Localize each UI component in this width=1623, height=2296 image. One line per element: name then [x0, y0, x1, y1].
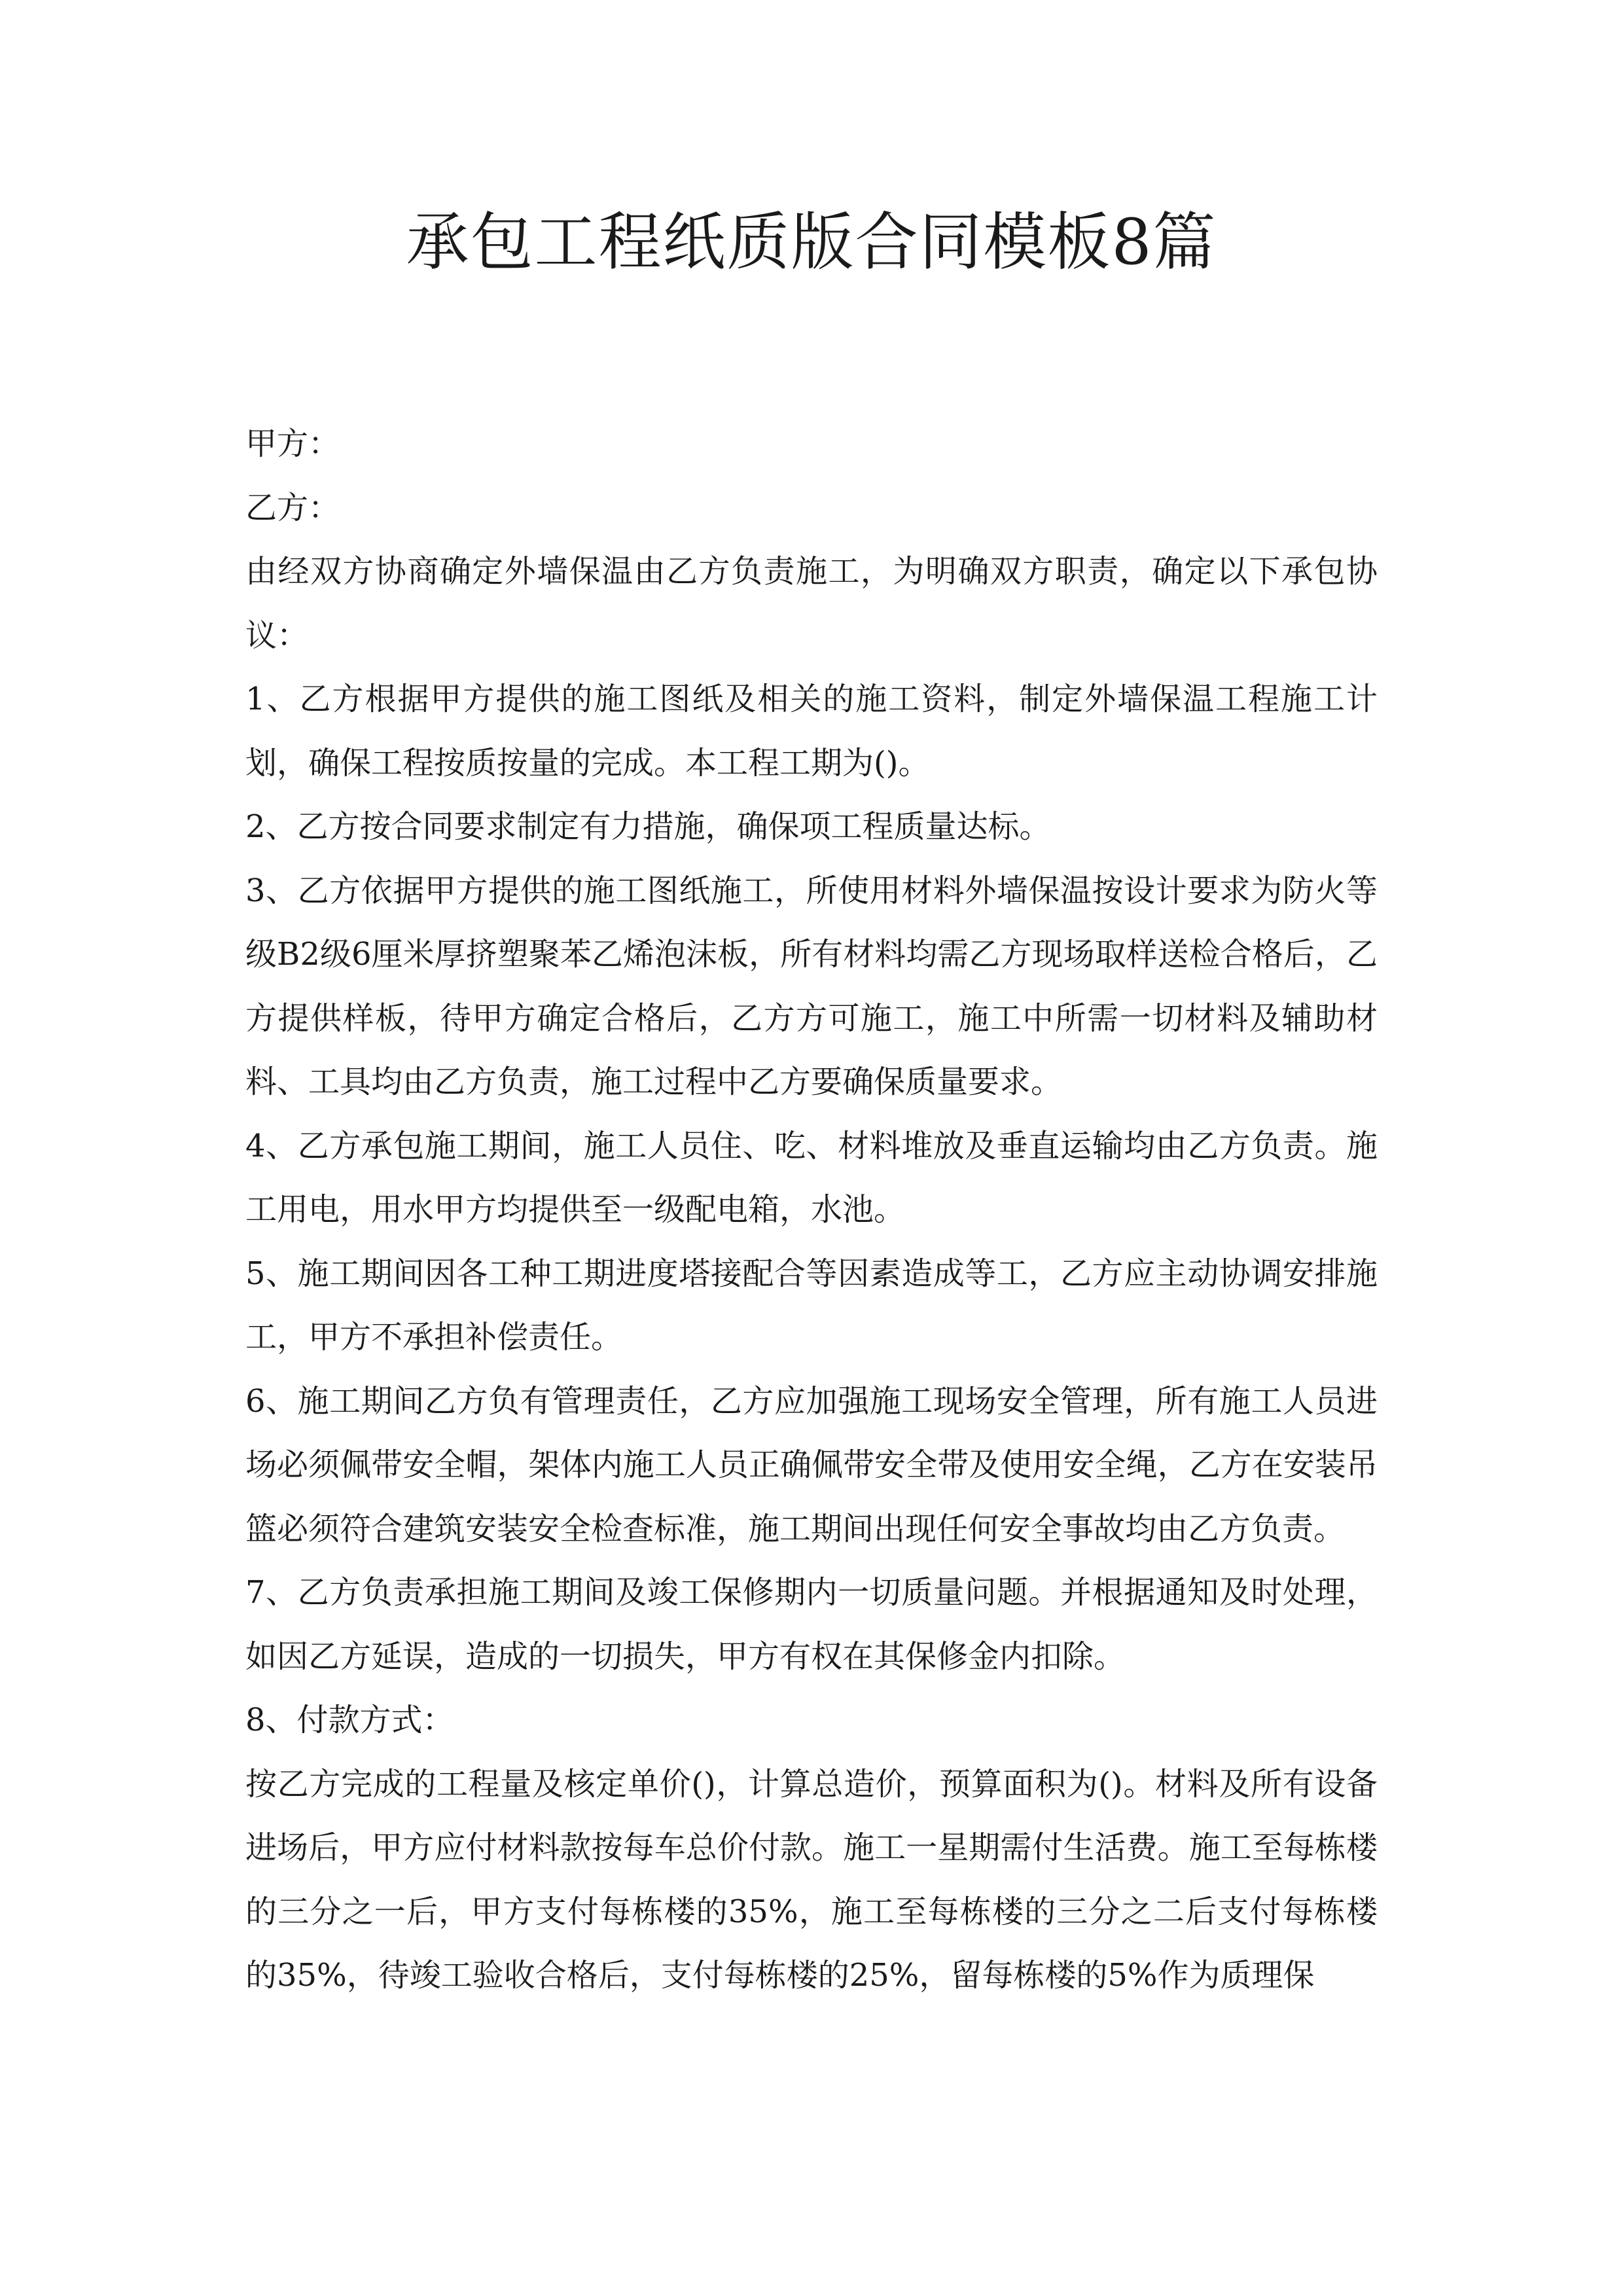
clause-3: 3、乙方依据甲方提供的施工图纸施工，所使用材料外墙保温按设计要求为防火等级B2级6厘米厚挤塑聚苯乙烯泡沫板，所有材料均需乙方现场取样送检合格后，乙方提供样板，待甲方确定合格后，乙方方可施工，施工中所需一切材料及辅助材料、工具均由乙方负责，施工过程中乙方要确保质量要求。	[245, 872, 1378, 1100]
clause-4: 4、乙方承包施工期间，施工人员住、吃、材料堆放及垂直运输均由乙方负责。施工用电，用水甲方均提供至一级配电箱，水池。	[245, 1127, 1378, 1228]
document-body	[245, 412, 1378, 2008]
intro-paragraph: 由经双方协商确定外墙保温由乙方负责施工，为明确双方职责，确定以下承包协议：	[245, 553, 1378, 654]
clause-8-heading: 8、付款方式：	[245, 1702, 454, 1738]
clause-1: 1、乙方根据甲方提供的施工图纸及相关的施工资料，制定外墙保温工程施工计划，确保工程按质按量的完成。本工程工期为()。	[245, 681, 1378, 781]
document-title: 承包工程纸质版合同模板8篇	[406, 206, 1217, 279]
payment-terms-paragraph: 按乙方完成的工程量及核定单价()，计算总造价，预算面积为()。材料及所有设备进场后，甲方应付材料款按每车总价付款。施工一星期需付生活费。施工至每栋楼的三分之一后，甲方支付每栋楼的35%，施工至每栋楼的三分之二后支付每栋楼的35%，待竣工验收合格后，支付每栋楼的25%，留每栋楼的5%作为质理保	[245, 1765, 1378, 1994]
clause-6: 6、施工期间乙方负有管理责任，乙方应加强施工现场安全管理，所有施工人员进场必须佩带安全帽，架体内施工人员正确佩带安全带及使用安全绳，乙方在安装吊篮必须符合建筑安装安全检查标准，施工期间出现任何安全事故均由乙方负责。	[245, 1382, 1378, 1547]
clause-2: 2、乙方按合同要求制定有力措施，确保项工程质量达标。	[245, 808, 1051, 845]
party-b-line: 乙方：	[245, 489, 340, 526]
clause-7: 7、乙方负责承担施工期间及竣工保修期内一切质量问题。并根据通知及时处理，如因乙方延误，造成的一切损失，甲方有权在其保修金内扣除。	[245, 1574, 1378, 1675]
clause-5: 5、施工期间因各工种工期进度塔接配合等因素造成等工，乙方应主动协调安排施工，甲方不承担补偿责任。	[245, 1255, 1378, 1355]
party-a-line: 甲方：	[245, 425, 340, 462]
